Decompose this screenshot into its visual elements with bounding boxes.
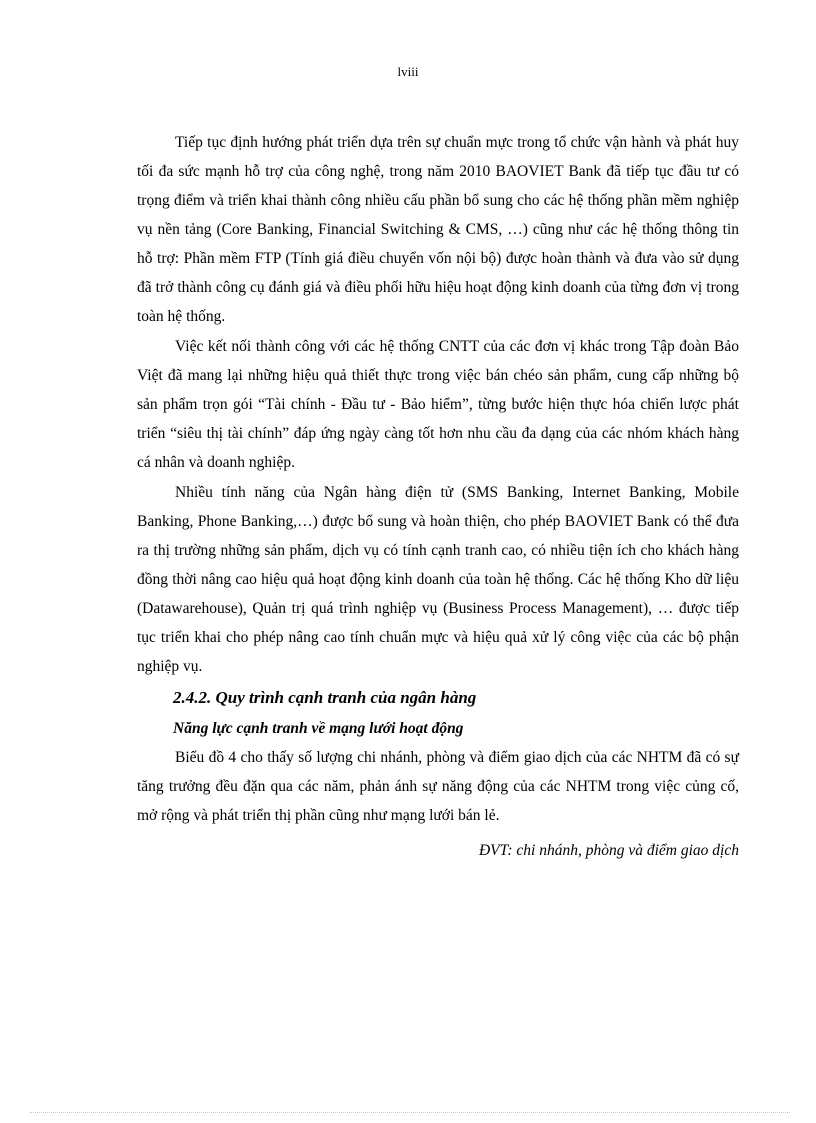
paragraph-technology: Tiếp tục định hướng phát triển dựa trên sự chuẩn mực trong tổ chức vận hành và phát huy tối đa sức mạnh hỗ trợ của công nghệ, trong năm 2010 BAOVIET Bank đã tiếp tục đầu tư có trọng điểm và triển khai thành công nhiều cấu phần bổ sung cho các hệ thống phần mềm nghiệp vụ nền tảng (Core Banking, Financial Switching & CMS, …) cũng như các hệ thống thông tin hỗ trợ: Phần mềm FTP (Tính giá điều chuyển vốn nội bộ) được hoàn thành và đưa vào sử dụng đã trở thành công cụ đánh giá và điều phối hữu hiệu hoạt động kinh doanh của từng đơn vị trong toàn hệ thống. [137,134,739,325]
paragraph-it-integration: Việc kết nối thành công với các hệ thống CNTT của các đơn vị khác trong Tập đoàn Bảo Việt đã mang lại những hiệu quả thiết thực trong việc bán chéo sản phẩm, cung cấp những bộ sản phẩm trọn gói “Tài chính - Đầu tư - Bảo hiểm”, từng bước hiện thực hóa chiến lược phát triển “siêu thị tài chính” đáp ứng ngày càng tốt hơn nhu cầu đa dạng của các nhóm khách hàng cá nhân và doanh nghiệp. [137,338,739,471]
paragraph-branch-network: Biểu đồ 4 cho thấy số lượng chi nhánh, phòng và điểm giao dịch của các NHTM đã có sự tăng trưởng đều đặn qua các năm, phản ánh sự năng động của các NHTM trong việc củng cố, mở rộng và phát triển thị phần cũng như mạng lưới bán lẻ. [137,749,739,824]
document-body [137,128,739,865]
unit-note: ĐVT: chi nhánh, phòng và điểm giao dịch [478,842,739,859]
page-bottom-rule [30,1112,790,1113]
page-number: lviii [397,64,419,79]
subsection-heading: Năng lực cạnh tranh về mạng lưới hoạt động [173,720,464,737]
paragraph-e-banking: Nhiều tính năng của Ngân hàng điện tử (SMS Banking, Internet Banking, Mobile Banking, Phone Banking,…) được bổ sung và hoàn thiện, cho phép BAOVIET Bank có thể đưa ra thị trường những sản phẩm, dịch vụ có tính cạnh tranh cao, có nhiều tiện ích cho khách hàng đồng thời nâng cao hiệu quả hoạt động kinh doanh của toàn hệ thống. Các hệ thống Kho dữ liệu (Datawarehouse), Quản trị quá trình nghiệp vụ (Business Process Management), … được tiếp tục triển khai cho phép nâng cao tính chuẩn mực và hiệu quả xử lý công việc của các bộ phận nghiệp vụ. [137,484,739,675]
section-heading: 2.4.2. Quy trình cạnh tranh của ngân hàng [173,688,477,707]
